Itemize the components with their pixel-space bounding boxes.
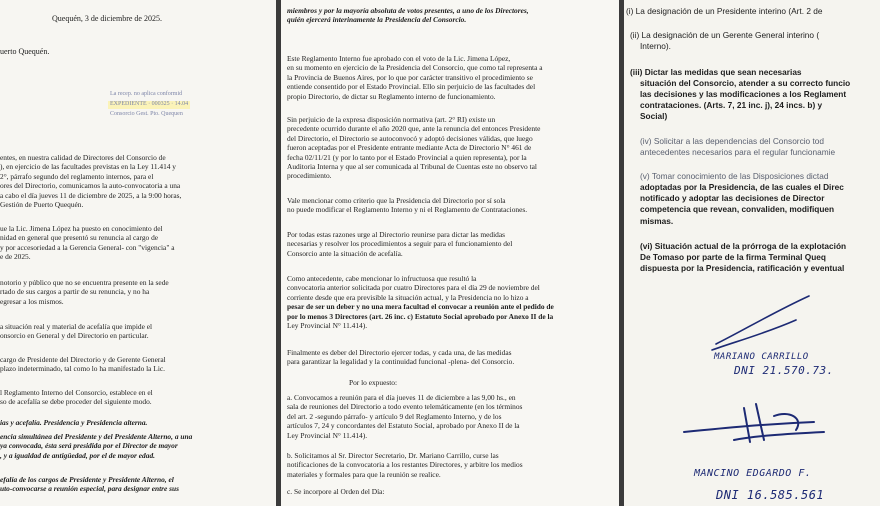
- signature-2-dni: DNI 16.585.561: [716, 488, 825, 502]
- text-line: ue la Lic. Jimena López ha puesto en conocimiento del: [0, 224, 163, 233]
- text-line: por lo menos 3 Directores (art. 26 inc. c) Estatuto Social aprobado por Anexo II de la: [287, 311, 554, 321]
- agenda-line: dispuesta por la Presidencia, ratificación y eventual: [640, 263, 845, 273]
- signature-2-name: MANCINO EDGARDO F.: [694, 468, 812, 479]
- document-page-2: [281, 0, 619, 506]
- signature-2-icon: [684, 404, 824, 442]
- stamp-line-1: La recep. no aplica conformid: [110, 91, 183, 97]
- signature-1-icon: [712, 296, 809, 350]
- text-line: so de acefalía se debe proceder del siguiente modo.: [0, 397, 152, 407]
- text-line: l Reglamento Interno del Consorcio, establece en el: [0, 388, 153, 397]
- text-line: encia simultánea del Presidente y del Presidente Alterno, a una: [0, 432, 193, 441]
- text-line: onsorcio en General y del Directorio en particular.: [0, 331, 149, 341]
- document-page-1: [0, 0, 276, 506]
- signature-1-name: MARIANO CARRILLO: [714, 352, 809, 362]
- text-line: artículos 7, 24 y concordantes del Estatuto Social, aprobado por Anexo II de la: [287, 421, 520, 431]
- text-line: Como antecedente, cabe mencionar lo infructuosa que resultó la: [287, 274, 477, 283]
- text-line: Ley Provincial N° 11.414).: [287, 430, 368, 440]
- text-line: ), en ejercicio de las facultades previstas en la Ley 11.414 y: [0, 162, 177, 172]
- text-line: uto-convocarse a reunión especial, para designar entre sus: [0, 484, 180, 494]
- text-line: Sin perjuicio de la expresa disposición normativa (art. 2° RI) existe un: [287, 115, 496, 124]
- text-line: efalía de los cargos de Presidente y Presidente Alterno, el: [0, 475, 174, 484]
- text-line: para garantizar la legalidad y la continuidad funcional -plena- del Consorcio.: [287, 357, 515, 367]
- agenda-line: mismas.: [640, 216, 674, 226]
- text-line: entiende consentido por el Estado Provincial. Ello sin perjuicio de las facultades del: [287, 82, 536, 92]
- text-line: b. Solicitamos al Sr. Director Secretario, Dr. Mariano Carrillo, curse las: [287, 451, 499, 460]
- agenda-line: las decisiones y las modificaciones a los Reglament: [640, 89, 847, 99]
- text-line: notificaciones de la convocatoria a los restantes Directores, y arbitre los medios: [287, 460, 523, 470]
- text-line: Vale mencionar como criterio que la Presidencia del Directorio por sí sola: [287, 196, 506, 205]
- text-line: propio Directorio, de dictar su Reglamento interno de funcionamiento.: [287, 91, 496, 101]
- text-line: Por todas estas razones urge al Directorio reunirse para dictar las medidas: [287, 230, 506, 239]
- text-line: Auditoria Interna y que al ser comunicada al Tribunal de Cuentas este no observo tal: [287, 162, 537, 171]
- text-line: a. Convocamos a reunión para el día jueves 11 de diciembre a las 9,00 hs., en: [287, 393, 516, 402]
- document-date: Quequén, 3 de diciembre de 2025.: [52, 14, 162, 23]
- text-line: materiales y formales para que la reunión se realice.: [287, 469, 441, 479]
- text-line: miembros y por la mayoría absoluta de votos presentes, a uno de los Directores,: [287, 6, 529, 15]
- stamp-line-2: EXPEDIENTE · 000325 · 14.04: [110, 101, 189, 107]
- text-line: en su momento en ejercicio de la Presidencia del Consorcio, que como tal representa a: [287, 63, 543, 73]
- text-line: del Directorio, el Directorio se autoconvocó y adoptó decisiones válidas, que luego: [287, 133, 533, 143]
- text-line: a situación real y material de acefalía que impide el: [0, 322, 153, 331]
- text-line: Gestión de Puerto Quequén.: [0, 200, 84, 209]
- text-line: procedimiento.: [287, 171, 332, 181]
- agenda-line: adoptadas por la Presidencia, de las cuales el Direc: [640, 182, 844, 192]
- agenda-line: De Tomaso por parte de la firma Terminal Queq: [640, 252, 826, 262]
- text-line: , y a igualdad de antigüedad, por el de mayor edad.: [0, 450, 155, 460]
- agenda-line: competencia que revean, convaliden, modifiquen: [640, 204, 835, 214]
- text-line: Finalmente es deber del Directorio ejercer todas, y cada una, de las medidas: [287, 348, 512, 357]
- text-line: 2°, párrafo segundo del reglamento internos, para el: [0, 171, 154, 181]
- text-line: quién ejercerá interinamente la Presidencia del Consorcio.: [287, 15, 467, 25]
- agenda-line: Interno).: [640, 41, 671, 51]
- text-line: e de 2025.: [0, 252, 31, 262]
- text-line: cargo de Presidente del Directorio y de Gerente General: [0, 355, 166, 364]
- agenda-line: (i) La designación de un Presidente interino (Art. 2 de: [626, 6, 823, 16]
- agenda-line: (iv) Solicitar a las dependencias del Consorcio tod: [640, 136, 825, 146]
- text-line: ya convocada, ésta será presidida por el Director de mayor: [0, 441, 178, 451]
- text-line: convocatoria anterior solicitada por cuatro Directores para el día 29 de noviembre del: [287, 283, 540, 293]
- text-line: necesarias y resolver los procedimientos a seguir para el funcionamiento del: [287, 239, 513, 249]
- text-line: notorio y público que no se encuentra presente en la sede: [0, 278, 169, 287]
- text-line: corriente desde que era previsible la situación actual, y la Presidencia no lo hizo a: [287, 292, 529, 302]
- recipient-line: uerto Quequén.: [0, 47, 50, 56]
- item-c-agenda: c. Se incorpore al Orden del Día:: [287, 487, 385, 496]
- text-line: precedente ocurrido durante el año 2020 que, ante la renuncia del entonces Presidente: [287, 124, 541, 134]
- text-line: fueron aceptadas por el Presidente entrante mediante Acta de Directorio N° 461 de: [287, 143, 532, 153]
- text-line: nidad en general que presentó su renuncia al cargo de: [0, 233, 159, 243]
- text-line: del art. 2 -segundo párrafo- y artículo 9 del Reglamento Interno, y de los: [287, 411, 502, 421]
- text-line: la Provincia de Buenos Aires, por lo que por carácter transitivo el procedimiento se: [287, 72, 533, 82]
- exposed-heading: Por lo expuesto:: [349, 378, 398, 387]
- text-line: no puede modificar el Reglamento Interno y ni el Reglamento de Contrataciones.: [287, 205, 528, 215]
- text-line: fecha 02/11/21 (y por lo tanto por el Estado Provincial a quien representa), por la: [287, 152, 527, 162]
- document-page-3: [624, 0, 880, 506]
- agenda-line: (ii) La designación de un Gerente General interino (: [630, 30, 820, 40]
- text-line: a cabo el día jueves 11 de diciembre de 2025, a la 9:00 horas,: [0, 190, 182, 200]
- text-line: rtado de sus cargos a partir de su renuncia, y no ha: [0, 287, 150, 297]
- text-line: egresar a los mismos.: [0, 296, 64, 306]
- agenda-line: situación del Consorcio, atender a su correcto funcio: [640, 78, 851, 88]
- text-line: Consorcio ante la situación de acefalía.: [287, 248, 403, 258]
- text-line: y por accesoriedad a la Gerencia General- con "vigencia" a: [0, 242, 175, 252]
- agenda-line: (iii) Dictar las medidas que sean necesarias: [630, 67, 804, 77]
- agenda-line: (vi) Situación actual de la prórroga de la explotación: [640, 241, 847, 251]
- text-line: pesar de ser un deber y no una mera facultad el convocar a reunión ante el pedido de: [287, 302, 554, 312]
- section-heading-acefalia: ias y acefalía. Presidencia y Presidencia alterna.: [0, 418, 148, 427]
- agenda-line: antecedentes necesarios para el regular funcionamie: [640, 147, 836, 157]
- text-line: ores del Directorio, comunicamos la auto-convocatoria a una: [0, 181, 181, 191]
- text-line: sala de reuniones del Directorio a todo evento telemáticamente (en los términos: [287, 402, 523, 412]
- agenda-line: contrataciones. (Arts. 7, 21 inc. j), 24 incs. b) y: [640, 100, 823, 110]
- text-line: entes, en nuestra calidad de Directores del Consorcio de: [0, 153, 166, 162]
- agenda-line: notificado y adoptar las decisiones de Director: [640, 193, 825, 203]
- text-line: plazo indeterminado, tal como lo ha manifestado la Lic.: [0, 364, 166, 374]
- text-line: Este Reglamento Interno fue aprobado con el voto de la Lic. Jimena López,: [287, 54, 511, 63]
- signature-1-dni: DNI 21.570.73.: [734, 364, 834, 377]
- agenda-line: (v) Tomar conocimiento de las Disposiciones dictad: [640, 171, 829, 181]
- text-line: Ley Provincial N° 11.414).: [287, 321, 368, 330]
- stamp-line-3: Consorcio Gest. Pto. Quequen: [110, 111, 183, 117]
- agenda-line: Social): [640, 111, 668, 121]
